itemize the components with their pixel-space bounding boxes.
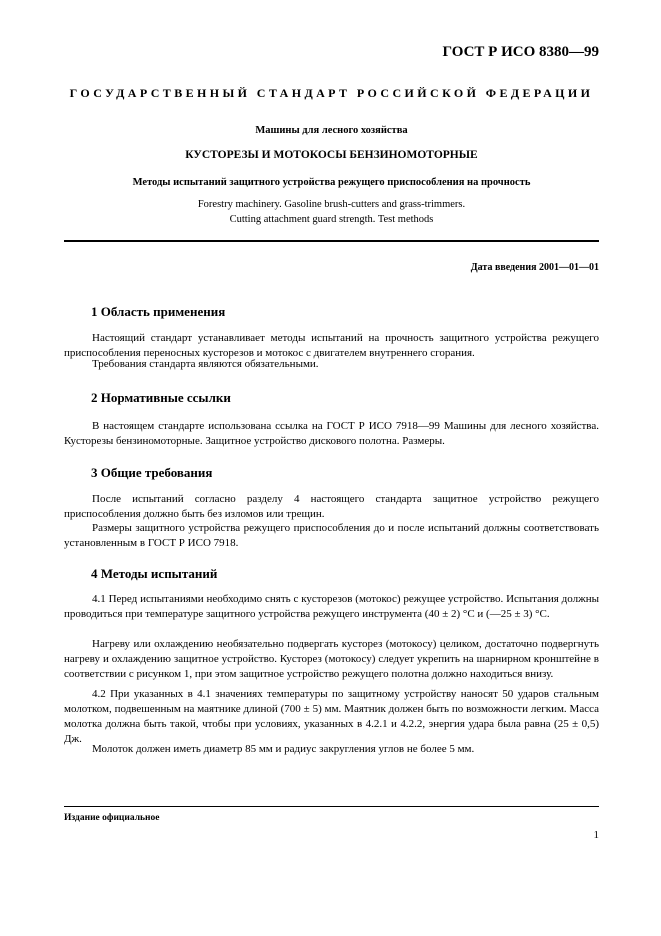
- section-1-paragraph-2: Требования стандарта являются обязательными.: [92, 358, 319, 370]
- title-english-line-1: Forestry machinery. Gasoline brush-cutters and grass-trimmers.: [197, 199, 466, 210]
- official-edition-label: Издание официальное: [64, 813, 160, 823]
- section-1-paragraph-1: Настоящий стандарт устанавливает методы испытаний на прочность защитного устройства режущего приспособления переносных кусторезов и мотокос с двигателем внутреннего сгорания.: [64, 332, 599, 359]
- page-number: 1: [593, 829, 599, 841]
- title-main-text: КУСТОРЕЗЫ И МОТОКОСЫ БЕНЗИНОМОТОРНЫЕ: [185, 149, 478, 161]
- section-3-heading: 3 Общие требования: [91, 465, 213, 480]
- section-4-paragraph-2: Нагреву или охлаждению необязательно подвергать кусторез (мотокосу) целиком, достаточно подвергнуть нагреву и охлаждению защитное устройство. Кусторез (мотокосу) следует укрепить на шарнирном кронштейне в соответствии с рисунком 1, при этом защитное устройство режущего полотна должно находиться внизу.: [64, 638, 599, 680]
- state-standard-banner: ГОСУДАРСТВЕННЫЙ СТАНДАРТ РОССИЙСКОЙ ФЕДЕРАЦИИ: [69, 86, 594, 100]
- document-code: ГОСТ Р ИСО 8380—99: [442, 44, 599, 60]
- section-4-heading: 4 Методы испытаний: [91, 566, 218, 581]
- title-category-text: Машины для лесного хозяйства: [255, 125, 408, 136]
- title-divider: [64, 240, 599, 242]
- section-3-paragraph-2: Размеры защитного устройства режущего приспособления до и после испытаний должны соответствовать установленным в ГОСТ Р ИСО 7918.: [64, 522, 599, 549]
- section-4-paragraph-1: 4.1 Перед испытаниями необходимо снять с кусторезов (мотокос) режущее устройство. Испытания должны проводиться при температуре защитного устройства режущего инструмента (40 ± 2) °С и (—25 ± 3) °С.: [64, 593, 599, 620]
- section-2-heading: 2 Нормативные ссылки: [91, 390, 231, 405]
- section-4-paragraph-4: Молоток должен иметь диаметр 85 мм и радиус закругления углов не более 5 мм.: [92, 743, 475, 755]
- section-2-paragraph-1: В настоящем стандарте использована ссылка на ГОСТ Р ИСО 7918—99 Машины для лесного хозяйства. Кусторезы бензиномоторные. Защитное устройство дискового полотна. Размеры.: [64, 420, 599, 447]
- section-3-paragraph-1: После испытаний согласно разделу 4 настоящего стандарта защитное устройство режущего приспособления должно быть без изломов или трещин.: [64, 493, 599, 520]
- title-category: [64, 120, 599, 138]
- title-subtitle: [64, 172, 599, 190]
- section-1-heading: 1 Область применения: [91, 304, 226, 319]
- title-english-line-2: Cutting attachment guard strength. Test methods: [229, 214, 434, 225]
- footer-divider: [64, 806, 599, 807]
- introduction-date: Дата введения 2001—01—01: [470, 262, 599, 273]
- title-main: [64, 145, 599, 163]
- title-subtitle-text: Методы испытаний защитного устройства режущего приспособления на прочность: [132, 177, 531, 188]
- title-english: [64, 197, 599, 227]
- section-4-paragraph-3: 4.2 При указанных в 4.1 значениях температуры по защитному устройству наносят 50 ударов стальным молотком, подвешенным на маятнике длиной (700 ± 5) мм. Маятник должен быть по возможности легким. Масса молотка должна быть такой, чтобы при условиях, указанных в 4.2.1 и 4.2.2, энергия удара была равна (25 ± 0,5) Дж.: [64, 688, 599, 745]
